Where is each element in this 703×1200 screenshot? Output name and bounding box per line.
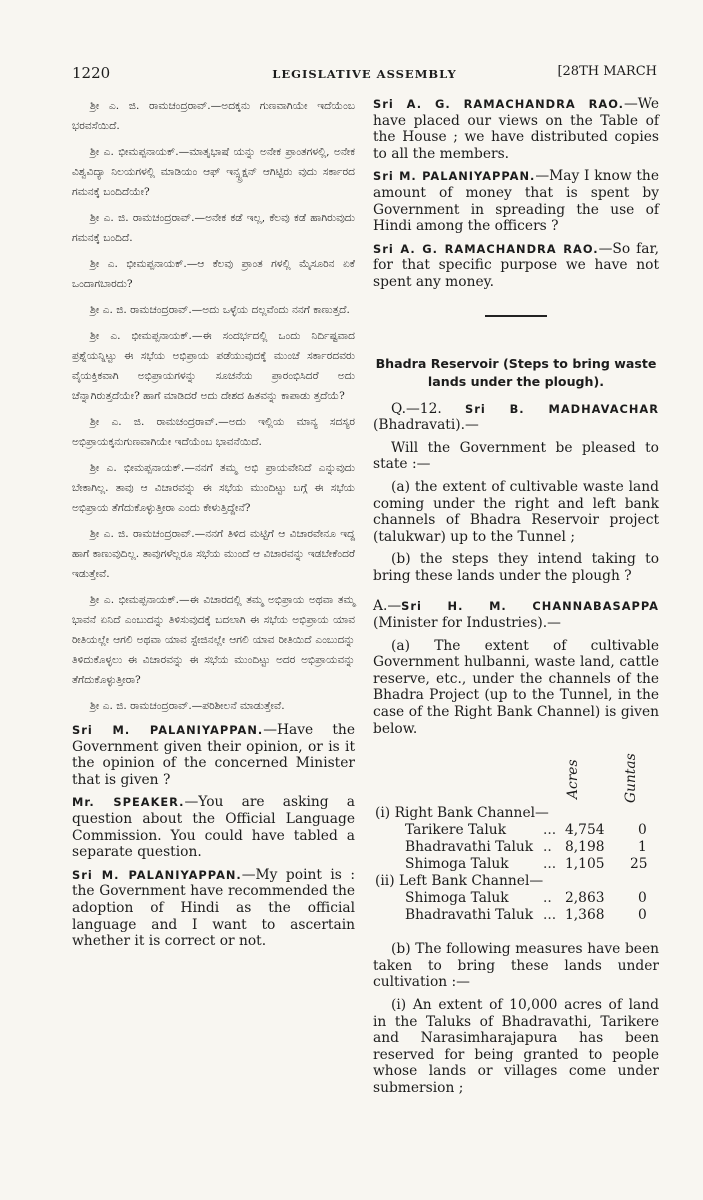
column-header-acres: Acres (565, 759, 581, 800)
speech-paragraph (373, 168, 659, 234)
speech-text: —May I know the amount of money that is spent by Government in spreading the use of Hindi among the officers ? (373, 168, 659, 235)
leader-dots: ... (543, 856, 557, 873)
questioner-constituency: (Bhadravati).— (373, 417, 479, 434)
kannada-paragraph: ಶ್ರೀ ಎ. ಭೀಮಪ್ಪನಾಯಕ್.—ಈ ವಿಚಾರದಲ್ಲಿ ತಮ್ಮ ಅಭಿಪ್ರಾಯ ಅಥವಾ ತಮ್ಮ ಭಾವನೆ ಏನಿದೆ ಎಂಬುದನ್ನು ತಿಳಿಸುವುದಕ್ಕೆ ಬದಲಾಗಿ ಈ ಸಭೆಯ ಅಭಿಪ್ರಾಯ ಯಾವ ರೀತಿಯಲ್ಲೇ ಆಗಲಿ ಅಥವಾ ಯಾವ ಸ್ಟೇಜಿನಲ್ಲೇ ಆಗಲಿ ಯಾವ ರೀತಿಯಿದೆ ಎಂಬುದನ್ನು ತಿಳಿದುಕೊಳ್ಳಲು ಈ ವಿಚಾರವನ್ನು ಈ ಸಭೆಯ ಮುಂದಿಟ್ಟು ಅದರ ಅಭಿಪ್ರಾಯವನ್ನು ತೆಗೆದುಕೊಳ್ಳುತ್ತೀರಾ? (72, 594, 355, 686)
table-cell-guntas: 1 (638, 839, 647, 856)
left-column (72, 96, 355, 956)
table-cell-guntas: 0 (638, 907, 647, 924)
table-cell-acres: 8,198 (565, 839, 605, 856)
speech-paragraph (72, 794, 355, 860)
question-heading (373, 401, 659, 434)
section-title: Bhadra Reservoir (Steps to bring waste lands under the plough). (375, 355, 657, 389)
answer-part-b: (b) The following measures have been taken to bring these lands under cultivation :— (373, 941, 659, 991)
table-row-label: Shimoga Taluk (405, 856, 509, 873)
column-header-guntas: Guntas (623, 753, 639, 804)
speech-text: —Have the Government given their opinion, or is it the opinion of the concerned Minister that is given ? (72, 722, 355, 788)
kannada-paragraph: ಶ್ರೀ ಎ. ಭೀಮಪ್ಪನಾಯಕ್.—ಈ ಸಂದರ್ಭದಲ್ಲಿ ಒಂದು ನಿರ್ದಿಷ್ಟವಾದ ಪ್ರಶ್ನೆಯನ್ನಿಟ್ಟು ಈ ಸಭೆಯ ಅಭಿಪ್ರಾಯ ಪಡೆಯುವುದಕ್ಕೆ ಮುಂಚೆ ಸರ್ಕಾರದವರು ವೈಯಕ್ತಿಕವಾಗಿ ಅಭಿಪ್ರಾಯಗಳನ್ನು ಸೂಚನೆಯ ಪ್ರಾರಂಭಿಸಿದರೆ ಅದು ಚೆನ್ನಾಗಿರುತ್ತದೆಯೇ? ಹಾಗೆ ಮಾಡಿದರೆ ಅದು ದೇಶದ ಹಿತವನ್ನು ಕಾಪಾಡು ತ್ತದೆಯೆ? (72, 330, 355, 402)
section-divider (485, 315, 547, 317)
land-extent-table (373, 743, 659, 993)
leader-dots: .. (543, 839, 552, 856)
table-group-label: (i) Right Bank Channel— (375, 805, 549, 822)
kannada-paragraph: ಶ್ರೀ ಎ. ಜಿ. ರಾಮಚಂದ್ರರಾವ್.—ಅದು ಒಳ್ಳೆಯ ದಲ್ಲವೆಂದು ನನಗೆ ಕಾಣುತ್ತದೆ. (90, 304, 350, 316)
speech-text: —So far, for that specific purpose we have not spent any money. (373, 240, 659, 290)
minister-role: (Minister for Industries).— (373, 615, 561, 632)
kannada-paragraph: ಶ್ರೀ ಎ. ಜಿ. ರಾಮಚಂದ್ರರಾವ್.—ಅದಕ್ಕನು ಗುಣವಾಗಿಯೇ ಇದೆಯೆಂಬ ಭರವಸೆಯಿದೆ. (72, 100, 355, 132)
speech-paragraph (373, 241, 659, 291)
table-row-label: Bhadravathi Taluk (405, 907, 534, 924)
speech-text: —You are asking a question about the Official Language Commission. You could have tabled a separate question. (72, 794, 355, 861)
speaker-name: Sri M. PALANIYAPPAN. (373, 169, 536, 184)
kannada-paragraph: ಶ್ರೀ ಎ. ಭೀಮಪ್ಪನಾಯಕ್.—ನನಗೆ ತಮ್ಮ ಅಭಿ ಪ್ರಾಯವೇನಿದೆ ಎನ್ನುವುದು ಬೇಕಾಗಿಲ್ಲ. ತಾವು ಆ ವಿಚಾರವನ್ನು ಈ ಸಭೆಯ ಮುಂದಿಟ್ಟು ಬಗ್ಗೆ ಈ ಸಭೆಯ ಅಭಿಪ್ರಾಯ ತೆಗೆದುಕೊಳ್ಳುತ್ತೀರಾ ಎಂದು ಕೇಳುತ್ತಿದ್ದೇನೆ? (72, 462, 355, 514)
table-cell-guntas: 25 (630, 856, 648, 873)
speaker-name: Sri M. PALANIYAPPAN. (72, 867, 242, 882)
table-cell-acres: 1,105 (565, 856, 605, 873)
leader-dots: ... (543, 907, 557, 924)
page-header (72, 64, 657, 86)
kannada-paragraph: ಶ್ರೀ ಎ. ಜಿ. ರಾಮಚಂದ್ರರಾವ್.—ನನಗೆ ತಿಳಿದ ಮಟ್ಟಿಗೆ ಆ ವಿಚಾರವೇನೂ ಇದ್ದ ಹಾಗೆ ಕಾಣುವುದಿಲ್ಲ. ತಾವುಗಳೆಲ್ಲರೂ ಸಭೆಯ ಮುಂದೆ ಆ ವಿಚಾರವನ್ನು ಇಡಬೇಕೆಂದರೆ ಇಡುತ್ತೇವೆ. (72, 528, 355, 580)
speech-text: —We have placed our views on the Table of the House ; we have distributed copies to all the members. (373, 96, 659, 162)
speech-paragraph (72, 722, 355, 788)
speaker-name: Sri A. G. RAMACHANDRA RAO. (373, 241, 599, 256)
question-intro: Will the Government be pleased to state :— (373, 439, 659, 473)
table-row-label: Bhadravathi Taluk (405, 839, 534, 856)
right-column (373, 96, 659, 1103)
kannada-paragraph: ಶ್ರೀ ಎ. ಜಿ. ರಾಮಚಂದ್ರರಾವ್.—ಅನೇಕ ಕಡೆ ಇಲ್ಲ, ಕೆಲವು ಕಡೆ ಹಾಗಿರುವುದು ಗಮನಕ್ಕೆ ಬಂದಿದೆ. (72, 212, 355, 244)
speech-paragraph (72, 867, 355, 950)
speech-paragraph (373, 96, 659, 162)
table-cell-acres: 2,863 (565, 890, 605, 907)
page-number: 1220 (72, 64, 111, 82)
question-part-b: (b) the steps they intend taking to bring these lands under the plough ? (373, 551, 659, 584)
table-row-label: Tarikere Taluk (405, 822, 507, 839)
table-cell-acres: 4,754 (565, 822, 605, 839)
table-cell-guntas: 0 (638, 890, 647, 907)
header-date: [28TH MARCH (557, 64, 657, 79)
questioner-name: Sri B. MADHAVACHAR (465, 401, 659, 416)
table-row-label: Shimoga Taluk (405, 890, 509, 907)
table-cell-acres: 1,368 (565, 907, 605, 924)
speaker-name: Mr. SPEAKER. (72, 795, 185, 810)
kannada-paragraph: ಶ್ರೀ ಎ. ಜಿ. ರಾಮಚಂದ್ರರಾವ್.—ಪರಿಶೀಲನೆ ಮಾಡುತ್ತೇವೆ. (90, 700, 285, 712)
leader-dots: ... (543, 822, 557, 839)
table-group-label: (ii) Left Bank Channel— (375, 873, 544, 890)
answer-prefix: A.— (373, 598, 402, 615)
speaker-name: Sri A. G. RAMACHANDRA RAO. (373, 97, 624, 111)
answer-heading (373, 598, 659, 631)
speech-text: —My point is : the Government have recommended the adoption of Hindi as the official language and I want to ascertain whether it is correct or not. (72, 866, 355, 950)
kannada-paragraph: ಶ್ರೀ ಎ. ಜಿ. ರಾಮಚಂದ್ರರಾವ್.—ಅದು ಇಲ್ಲಿಯ ಮಾನ್ಯ ಸದಸ್ಯರ ಅಭಿಪ್ರಾಯಕ್ಕನುಗುಣವಾಗಿಯೇ ಇದೆಯೆಂಬ ಭಾವನೆಯಿದೆ. (72, 416, 355, 448)
leader-dots: .. (543, 890, 552, 907)
kannada-paragraph: ಶ್ರೀ ಎ. ಭೀಮಪ್ಪನಾಯಕ್.—ಮಾತೃಭಾಷೆ ಯನ್ನು ಅನೇಕ ಪ್ರಾಂತಗಳಲ್ಲಿ, ಅನೇಕ ವಿಶ್ವವಿದ್ಯಾ ನಿಲಯಗಳಲ್ಲಿ ಮಾಡಿಯಂ ಆಫ್ ಇನ್ಸ್ಟ್ರಕ್ಷನ್ ಆಗಿಟ್ಟಿರು ವುದು ಸರ್ಕಾರದ ಗಮನಕ್ಕೆ ಬಂದಿದೆಯೇ? (72, 146, 355, 198)
table-cell-guntas: 0 (638, 822, 647, 839)
minister-name: Sri H. M. CHANNABASAPPA (401, 599, 659, 614)
question-part-a: (a) the extent of cultivable waste land coming under the right and left bank channels of Bhadra Reservoir project (talukwar) up to the Tunnel ; (373, 478, 659, 545)
question-number: Q.—12. (391, 400, 442, 417)
running-title: LEGISLATIVE ASSEMBLY (272, 67, 457, 81)
kannada-paragraph: ಶ್ರೀ ಎ. ಭೀಮಪ್ಪನಾಯಕ್.—ಆ ಕೆಲವು ಪ್ರಾಂತ ಗಳಲ್ಲಿ ಮೈಸೂರಿನ ಏಕೆ ಒಂದಾಗಬಾರದು? (72, 258, 355, 290)
speaker-name: Sri M. PALANIYAPPAN. (72, 723, 264, 737)
answer-part-a: (a) The extent of cultivable Government hulbanni, waste land, cattle reserve, etc., under the channels of the Bhadra Project (up to the Tunnel, in the case of the Right Bank Channel) is given below. (373, 637, 659, 737)
answer-part-b-i: (i) An extent of 10,000 acres of land in the Taluks of Bhadravathi, Tarikere and Narasimharajapura has been reserved for being granted to people whose lands or villages come under submersion ; (373, 997, 659, 1096)
